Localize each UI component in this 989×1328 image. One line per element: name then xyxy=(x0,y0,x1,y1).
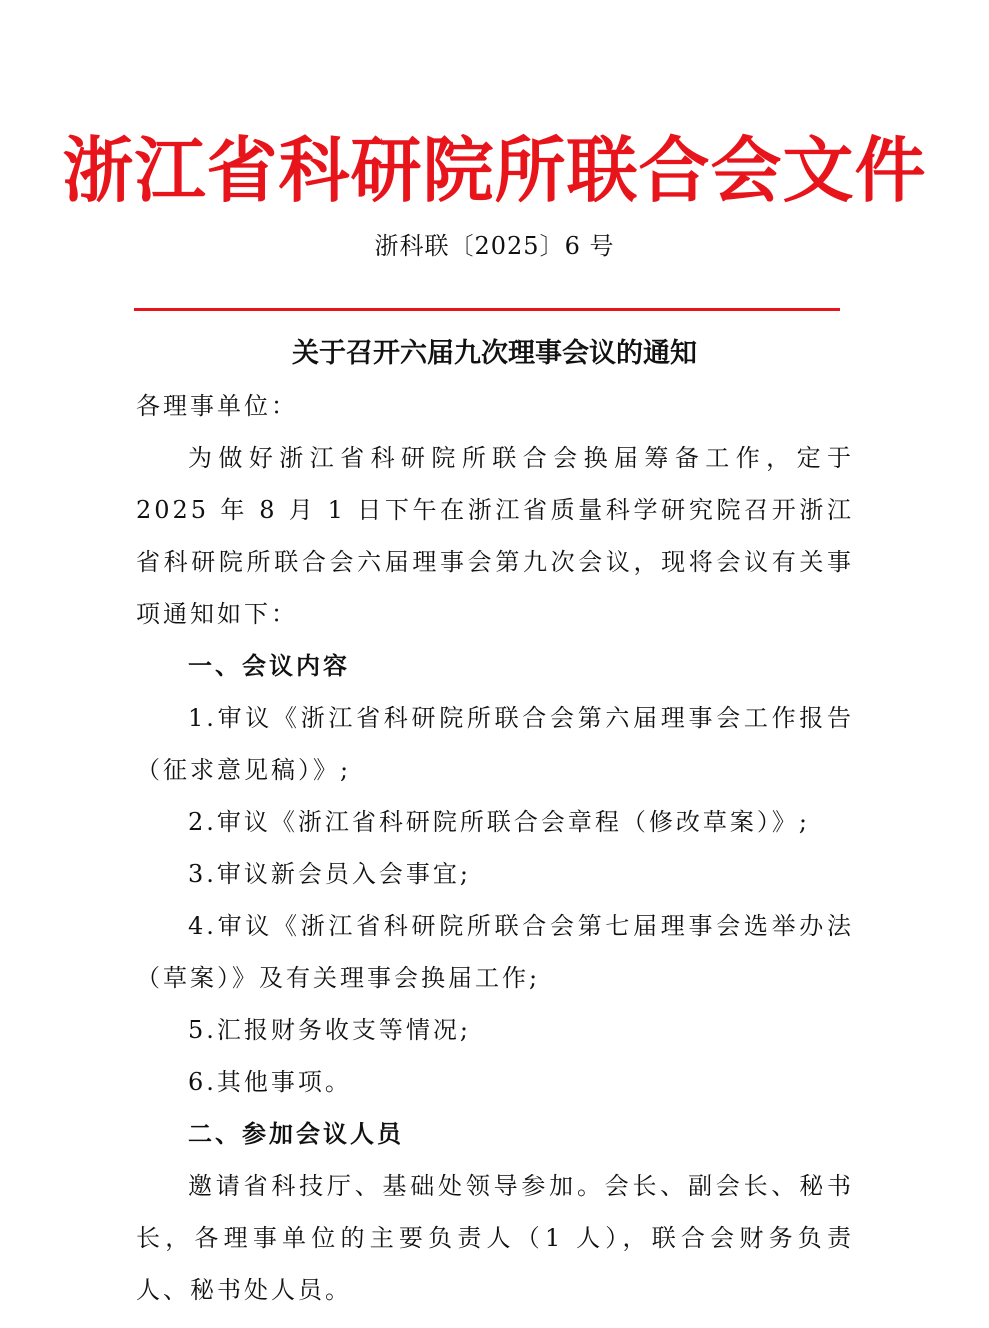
attendees-paragraph: 邀请省科技厅、基础处领导参加。会长、副会长、秘书长，各理事单位的主要负责人（1 人），联合会财务负责人、秘书处人员。 xyxy=(136,1172,854,1304)
agenda-item: 5.汇报财务收支等情况; xyxy=(188,1016,471,1044)
section-heading-attendees: 二、参加会议人员 xyxy=(188,1120,404,1148)
agenda-item: 3.审议新会员入会事宜; xyxy=(188,860,471,888)
org-document-header: 浙江省科研院所联合会文件 xyxy=(62,129,927,212)
notice-title: 关于召开六届九次理事会议的通知 xyxy=(292,338,697,369)
red-divider-line xyxy=(134,308,840,311)
agenda-item: 6.其他事项。 xyxy=(188,1068,352,1096)
agenda-item: 2.审议《浙江省科研院所联合会章程（修改草案）》; xyxy=(188,808,810,836)
salutation: 各理事单位： xyxy=(136,392,298,420)
intro-paragraph: 为做好浙江省科研院所联合会换届筹备工作，定于 2025 年 8 月 1 日下午在浙江省质量科学研究院召开浙江省科研院所联合会六届理事会第九次会议，现将会议有关事项通知如下： xyxy=(136,444,854,628)
agenda-item: 1.审议《浙江省科研院所联合会第六届理事会工作报告（征求意见稿）》; xyxy=(136,704,854,784)
section-heading-meeting-content: 一、会议内容 xyxy=(188,652,350,680)
agenda-item: 4.审议《浙江省科研院所联合会第七届理事会选举办法（草案）》及有关理事会换届工作; xyxy=(136,912,854,992)
notice-body xyxy=(136,380,854,1316)
document-number: 浙科联〔2025〕6 号 xyxy=(374,232,615,260)
